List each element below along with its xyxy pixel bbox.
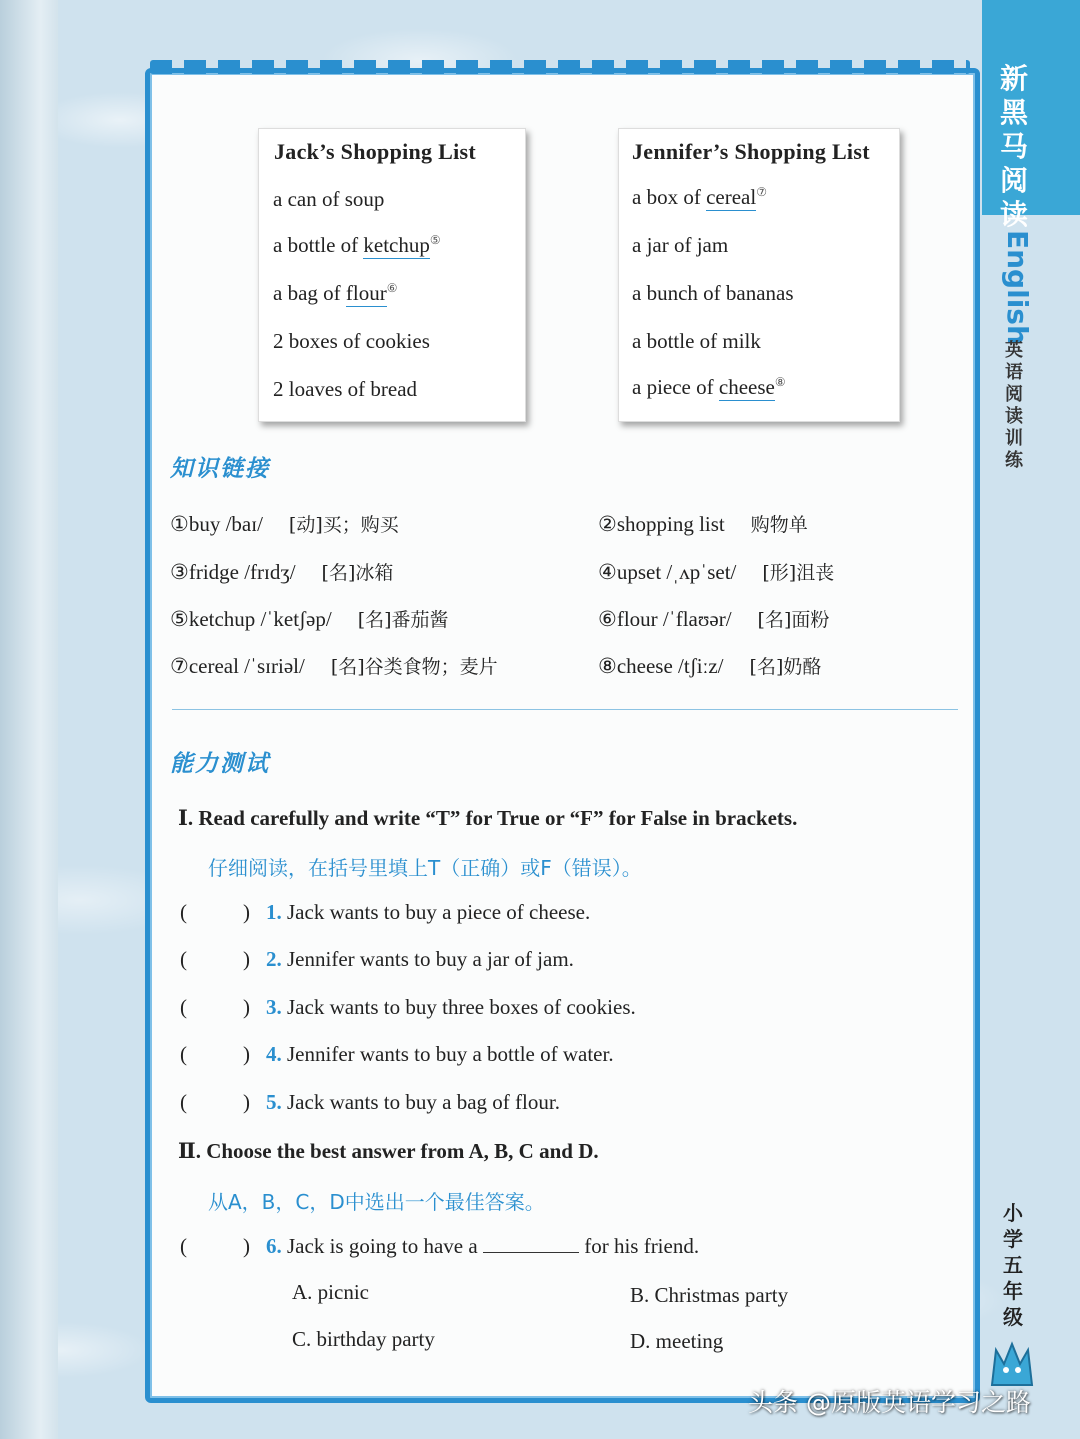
answer-bracket[interactable]: ( )	[180, 1090, 250, 1114]
answer-bracket[interactable]: ( )	[180, 995, 250, 1019]
question-row	[180, 1090, 560, 1115]
part1-title: Ⅰ. Read carefully and write “T” for True or “F” for False in brackets.	[178, 806, 798, 830]
answer-bracket[interactable]: ( )	[180, 1042, 250, 1066]
item-text: a jar of jam	[632, 233, 729, 257]
side-series-title	[994, 62, 1034, 232]
vocab-word: ⑤ketchup /ˈketʃəp/	[170, 607, 332, 631]
subtitle-char: 英	[1005, 340, 1023, 361]
side-tab	[982, 0, 1080, 1439]
item-keyword: flour	[345, 281, 387, 305]
vocab-meaning: 购物单	[750, 514, 808, 536]
grade-char: 小	[1003, 1201, 1023, 1225]
option-d[interactable]: D. meeting	[630, 1329, 724, 1353]
vocab-entry	[170, 558, 393, 585]
vocab-meaning: [名]冰箱	[321, 562, 394, 584]
option-b[interactable]: B. Christmas party	[630, 1283, 789, 1307]
list-item	[632, 281, 794, 306]
part2-title: Ⅱ. Choose the best answer from A, B, C and D.	[178, 1139, 599, 1163]
list-item	[273, 233, 441, 258]
list-item	[632, 185, 767, 210]
vocab-meaning: [名]面粉	[757, 609, 830, 631]
side-english-label: English	[1001, 230, 1034, 345]
question-text: for his friend.	[584, 1234, 700, 1258]
series-char: 马	[999, 130, 1028, 163]
grade-char: 学	[1003, 1227, 1023, 1251]
series-char: 黑	[999, 96, 1028, 129]
fill-in-blank[interactable]	[483, 1252, 579, 1253]
question-text: Jennifer wants to buy a bottle of water.	[287, 1042, 614, 1066]
card-title: Jennifer’s Shopping List	[632, 139, 870, 164]
vocab-word: ③fridge /frɪdʒ/	[170, 560, 296, 584]
grade-char: 五	[1003, 1253, 1023, 1277]
list-item	[273, 329, 430, 354]
vocab-word: ①buy /baɪ/	[170, 512, 263, 536]
knowledge-heading: 知识链接	[170, 456, 270, 482]
subtitle-char: 练	[1005, 450, 1023, 471]
vocab-meaning: [名]番茄酱	[357, 609, 449, 631]
subtitle-char: 读	[1005, 406, 1023, 427]
question-number: 3.	[266, 995, 282, 1019]
vocab-meaning: [名]谷类食物；麦片	[330, 656, 498, 678]
vocab-word: ②shopping list	[598, 512, 725, 536]
jennifer-shopping-list-card	[618, 128, 900, 422]
vocab-entry	[598, 652, 821, 679]
list-item	[632, 375, 786, 400]
footnote-marker: ⑧	[774, 375, 786, 389]
vocab-word: ⑦cereal /ˈsɪriəl/	[170, 654, 305, 678]
option-a[interactable]: A. picnic	[292, 1280, 369, 1304]
vocab-meaning: [动]买；购买	[288, 514, 399, 536]
side-grade-label	[996, 1200, 1030, 1330]
subtitle-char: 语	[1005, 362, 1023, 383]
item-text: a piece of	[632, 375, 719, 399]
question-number: 5.	[266, 1090, 282, 1114]
ability-heading: 能力测试	[170, 751, 270, 777]
section-divider	[172, 709, 958, 710]
series-char: 新	[999, 62, 1028, 95]
part1-instruction-cn: 仔细阅读，在括号里填上T（正确）或F（错误）。	[208, 856, 642, 880]
item-keyword: cereal	[706, 185, 757, 209]
footnote-marker: ⑦	[756, 185, 767, 199]
question-number: 2.	[266, 947, 282, 971]
question-row	[180, 1234, 699, 1259]
watermark: 头条 @原版英语学习之路	[748, 1388, 1031, 1417]
item-text: a bottle of	[273, 233, 364, 257]
vocab-entry	[598, 605, 829, 632]
item-text: 2 boxes of cookies	[273, 329, 430, 353]
question-row	[180, 947, 574, 972]
vocab-entry	[170, 510, 399, 537]
question-number: 6.	[266, 1234, 282, 1258]
question-text: Jack is going to have a	[287, 1234, 478, 1258]
question-text: Jennifer wants to buy a jar of jam.	[287, 947, 574, 971]
subtitle-char: 阅	[1005, 384, 1023, 405]
answer-bracket[interactable]: ( )	[180, 1234, 250, 1258]
item-text: a bottle of milk	[632, 329, 761, 353]
part2-instruction-cn: 从A，B，C，D中选出一个最佳答案。	[208, 1190, 545, 1214]
question-text: Jack wants to buy a bag of flour.	[287, 1090, 560, 1114]
vocab-entry	[598, 558, 834, 585]
item-keyword: ketchup	[363, 233, 430, 257]
question-text: Jack wants to buy three boxes of cookies.	[287, 995, 636, 1019]
mascot-icon	[982, 1330, 1042, 1390]
list-item	[273, 377, 417, 402]
vocab-meaning: [名]奶酪	[749, 656, 822, 678]
vocab-word: ⑧cheese /tʃiːz/	[598, 654, 724, 678]
question-row	[180, 995, 636, 1020]
item-text: a bunch of bananas	[632, 281, 794, 305]
series-char: 阅	[999, 164, 1028, 197]
answer-bracket[interactable]: ( )	[180, 900, 250, 924]
item-keyword: cheese	[718, 375, 775, 399]
item-text: a bag of	[273, 281, 346, 305]
list-item	[273, 187, 384, 212]
question-row	[180, 1042, 614, 1067]
side-subtitle	[1002, 340, 1026, 472]
question-number: 1.	[266, 900, 282, 924]
option-c[interactable]: C. birthday party	[292, 1327, 435, 1351]
vocab-entry	[170, 652, 498, 679]
footnote-marker: ⑥	[386, 281, 398, 295]
card-title: Jack’s Shopping List	[274, 139, 477, 164]
list-item	[632, 329, 761, 354]
question-text: Jack wants to buy a piece of cheese.	[287, 900, 591, 924]
jack-shopping-list-card	[258, 128, 526, 422]
item-text: 2 loaves of bread	[273, 377, 418, 401]
book-spine-shadow	[0, 0, 58, 1439]
question-number: 4.	[266, 1042, 282, 1066]
footnote-marker: ⑤	[429, 233, 441, 247]
vocab-word: ⑥flour /ˈflaʊər/	[598, 607, 732, 631]
frame-decoration	[150, 60, 970, 74]
list-item	[632, 233, 728, 258]
vocab-entry	[170, 605, 449, 632]
vocab-word: ④upset /ˌʌpˈset/	[598, 560, 737, 584]
item-text: a box of	[632, 185, 707, 209]
series-char: 读	[999, 198, 1028, 231]
answer-bracket[interactable]: ( )	[180, 947, 250, 971]
question-row	[180, 900, 590, 925]
grade-char: 级	[1003, 1305, 1023, 1329]
grade-char: 年	[1003, 1279, 1023, 1303]
vocab-meaning: [形]沮丧	[762, 562, 835, 584]
list-item	[273, 281, 397, 306]
vocab-entry	[598, 510, 808, 537]
subtitle-char: 训	[1005, 428, 1023, 449]
item-text: a can of soup	[273, 187, 385, 211]
